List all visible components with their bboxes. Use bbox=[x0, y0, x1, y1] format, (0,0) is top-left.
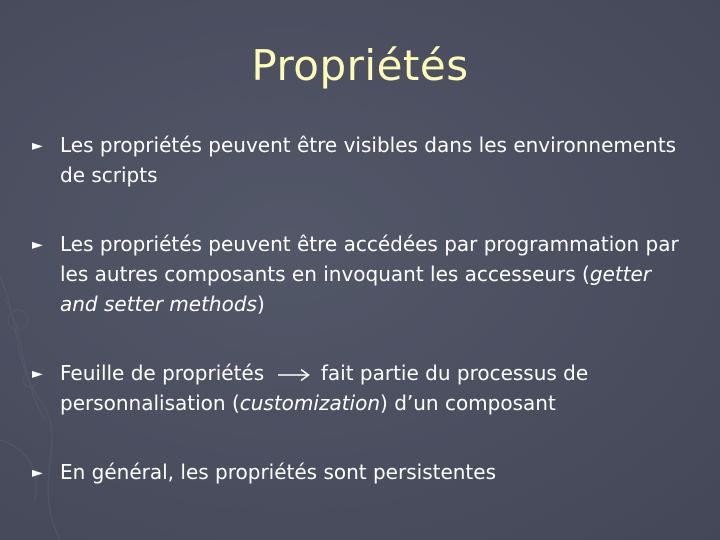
bullet-item bbox=[30, 358, 690, 418]
triangle-right-icon: ► bbox=[32, 366, 43, 382]
arrow-right-icon bbox=[277, 368, 311, 382]
bullet-text-end: ) bbox=[256, 292, 265, 316]
bullet-text-end: ) d’un composant bbox=[380, 391, 556, 415]
bullet-text-middle: fait partie du processus de personnalisation ( bbox=[60, 361, 589, 415]
bullet-list bbox=[30, 130, 690, 487]
bullet-text: Feuille de propriétés bbox=[60, 361, 271, 385]
triangle-right-icon: ► bbox=[32, 465, 43, 481]
bullet-item bbox=[30, 457, 690, 487]
bullet-emphasis: getter and setter methods bbox=[60, 262, 652, 316]
bullet-text: Les propriétés peuvent être accédées par programmation par les autres composants en invoquant les accesseurs ( bbox=[60, 232, 679, 286]
bullet-text: En général, les propriétés sont persistentes bbox=[60, 460, 496, 484]
triangle-right-icon: ► bbox=[32, 138, 43, 154]
bullet-text: Les propriétés peuvent être visibles dans les environnements de scripts bbox=[60, 133, 677, 187]
slide-title: Propriétés bbox=[251, 41, 469, 90]
bullet-item bbox=[30, 130, 690, 190]
triangle-right-icon: ► bbox=[32, 237, 43, 253]
bullet-emphasis: customization bbox=[239, 391, 381, 415]
bullet-item bbox=[30, 229, 690, 319]
